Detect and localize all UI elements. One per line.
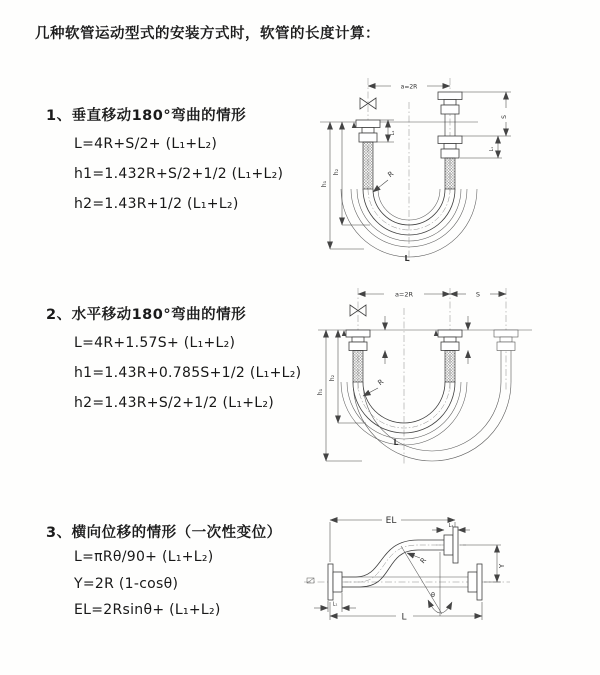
length-label: L [401, 612, 407, 623]
dimensions [330, 83, 511, 249]
section1-formula-h1: h1=1.432R+S/2+1/2 (L₁+L₂) [74, 166, 284, 182]
section2-heading: 2、水平移动180°弯曲的情形 [46, 307, 247, 323]
length-label: L [404, 254, 410, 263]
diagram1-labels [321, 84, 508, 264]
fixed-end-fitting [356, 120, 380, 189]
angle-theta-label: θ [431, 591, 435, 599]
centerlines [368, 78, 450, 262]
section1-heading: 1、垂直移动180°弯曲的情形 [46, 108, 247, 124]
s-curve-hose [342, 540, 444, 587]
length-label: L [393, 438, 399, 447]
section3-heading: 3、横向位移的情形（一次性变位） [46, 525, 282, 541]
dimensions [314, 520, 501, 620]
radius-label: R [386, 169, 396, 180]
diagram-lateral-displacement [300, 508, 515, 648]
section3-formula-EL: EL=2Rsinθ+ (L₁+L₂) [74, 602, 221, 618]
dim-span-label: a=2R [400, 83, 418, 91]
radius-label: R [418, 556, 429, 566]
hose-u-bend-shifted [353, 382, 511, 461]
dim-l1-top-label: L₁ [448, 523, 454, 529]
dim-y-label: Y [498, 563, 506, 569]
dim-l1-right-label: L₁ [490, 146, 495, 152]
centerlines [358, 288, 506, 464]
angle-construction [401, 546, 452, 616]
diagram-horizontal-180-bend [310, 282, 600, 467]
moving-end-fitting [438, 92, 462, 189]
dim-h2-label: h₂ [333, 168, 340, 176]
section2-formula-h2: h2=1.43R+S/2+1/2 (L₁+L₂) [74, 395, 275, 411]
dim-s-label: S [475, 290, 481, 299]
dim-span-label: a=2R [394, 290, 414, 299]
dim-h1-label: h₁ [321, 180, 328, 188]
diagram-vertical-180-bend [310, 72, 600, 264]
dim-el-label: EL [385, 516, 397, 526]
dim-s-label: S [501, 115, 508, 119]
section3-formula-Y: Y=2R (1-cosθ) [74, 576, 179, 592]
left-flange [328, 564, 342, 600]
page-title: 几种软管运动型式的安装方式时，软管的长度计算： [35, 26, 380, 42]
dim-l1-left-label: L₁ [390, 130, 396, 136]
section1-formula-h2: h2=1.43R+1/2 (L₁+L₂) [74, 196, 239, 212]
section2-formula-h1: h1=1.43R+0.785S+1/2 (L₁+L₂) [74, 365, 302, 381]
radius-label: R [376, 377, 386, 388]
dim-l1-left-label: L₁ [332, 601, 338, 608]
section3-formula-L: L=πRθ/90+ (L₁+L₂) [74, 549, 214, 565]
section1-formula-L: L=4R+S/2+ (L₁+L₂) [74, 136, 218, 152]
section2-formula-L: L=4R+1.57S+ (L₁+L₂) [74, 335, 236, 351]
fixed-end-fitting [346, 330, 370, 382]
dim-h1-label: h₁ [317, 388, 324, 396]
dim-h2-label: h₂ [329, 374, 336, 382]
moving-end-fitting-start [438, 330, 462, 382]
upper-flange-displaced [444, 527, 458, 563]
diagram2-labels [317, 291, 480, 448]
